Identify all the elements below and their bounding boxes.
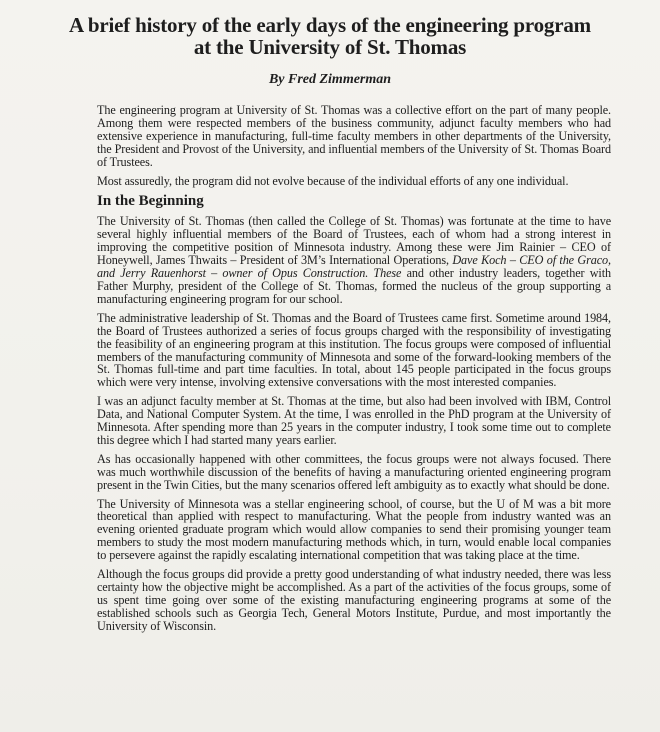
intro-paragraph-1: The engineering program at University of St. Thomas was a collective effort on the part of many people. Among them were respected members of the business community, adjunct faculty members who had extensive experience in manufacturing, full-time faculty members in other departments of the University, the President and Provost of the University, and influential members of the University of St. Thomas Board of Trustees.	[97, 103, 611, 169]
section-paragraph-5: The University of Minnesota was a stellar engineering school, of course, but the U of M was a bit more theoretical than applied with respect to manufacturing. What the people from industry wanted was an evening oriented graduate program which would allow companies to send their promising younger team members to study the most modern manufacturing methods which, in turn, would enable local companies to persevere against the rapidly escalating international competition that was taking place at the time.	[97, 496, 611, 563]
section-paragraph-3: I was an adjunct faculty member at St. Thomas at the time, but also had been involved with IBM, Control Data, and National Computer System. At the time, I was enrolled in the PhD program at the University of Minnesota. After spending more than 25 years in the computer industry, I took some time out to complete this degree which I had started many years earlier.	[97, 394, 611, 447]
intro-paragraph-2: Most assuredly, the program did not evolve because of the individual efforts of any one individual.	[97, 173, 569, 188]
article-body	[97, 104, 611, 639]
section-paragraph-1	[97, 215, 611, 305]
section-paragraph-2: The administrative leadership of St. Thomas and the Board of Trustees came first. Sometime around 1984, the Board of Trustees authorized a series of focus groups charged with the responsibility of investigating the feasibility of an engineering program at this institution. The focus groups were composed of influential members of the manufacturing community of Minnesota and some of the forward-looking members of the St. Thomas full-time and part time faculties. In total, about 145 people participated in the focus groups which were very intense, involving extensive conversations with the most interested companies.	[97, 310, 611, 390]
article-title: A brief history of the early days of the engineering program at the University of St. Thomas	[69, 13, 591, 59]
section-paragraph-6: Although the focus groups did provide a pretty good understanding of what industry needed, there was less certainty how the objective might be accomplished. As a part of the activities of the focus groups, some of us spent time going over some of the existing manufacturing engineering programs at some of the established schools such as Georgia Tech, General Motors Institute, Purdue, and most importantly the University of Wisconsin.	[97, 567, 611, 633]
author-byline: By Fred Zimmerman	[268, 72, 392, 87]
paragraph-text: The University of St. Thomas (then called the College of St. Thomas) was fortunate at the time to have several highly influential members of the Board of Trustees, each of whom had a strong interest in improving the competitive position of Minnesota industry. Among these were Jim Rainier – CEO of Honeywell, James Thwaits – President of 3M’s International Operations,	[97, 214, 611, 268]
paragraph-italic-text: Dave Koch – CEO of the Graco, and Jerry Rauenhorst – owner of Opus Construction. These	[97, 253, 611, 281]
paragraph-text: and other industry leaders, together with Father Murphy, president of the College of St. Thomas, formed the nucleus of the group supporting a manufacturing engineering program for our school.	[97, 266, 611, 306]
section-heading: In the Beginning	[97, 193, 204, 210]
section-paragraph-4: As has occasionally happened with other committees, the focus groups were not always focused. There was much worthwhile discussion of the benefits of having a manufacturing oriented engineering program present in the Twin Cities, but the many scenarios offered left ambiguity as to exactly what should be done.	[97, 451, 611, 492]
